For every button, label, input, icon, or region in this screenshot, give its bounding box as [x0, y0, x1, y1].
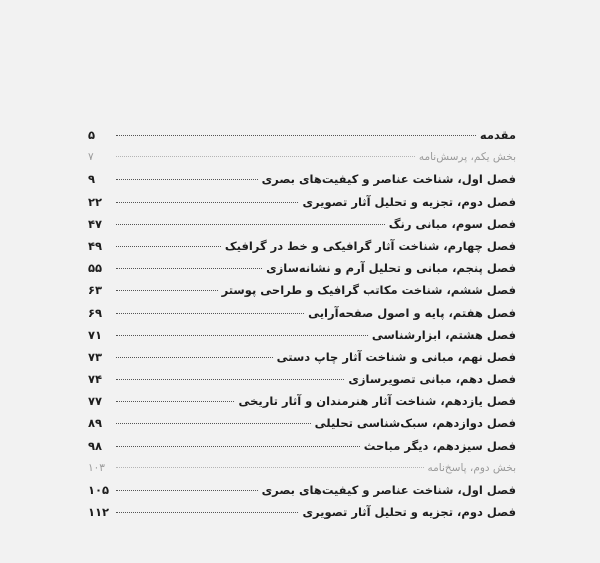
dot-leader	[116, 224, 385, 225]
dot-leader	[116, 490, 258, 491]
dot-leader	[116, 335, 368, 336]
toc-entry-title: فصل هفتم، پایه و اصول صفحه‌آرایی	[308, 305, 516, 320]
toc-entry-title: فصل دوم، تجزیه و تحلیل آثار تصویری	[302, 505, 516, 520]
dot-leader	[116, 290, 218, 291]
toc-page-number: ۶۹	[88, 305, 103, 320]
toc-page-number: ۱۰۳	[88, 461, 105, 474]
toc-entry-title: فصل هشتم، ابزارشناسی	[371, 327, 516, 342]
toc-page-number: ۵	[88, 128, 96, 142]
toc-entry-row	[88, 324, 516, 346]
dot-leader	[116, 179, 258, 180]
dot-leader	[116, 135, 476, 136]
toc-entry-row	[88, 279, 516, 301]
toc-entry-row	[88, 479, 516, 501]
toc-entry-row	[88, 235, 516, 257]
toc-entry-title: فصل اول، شناخت عناصر و کیفیت‌های بصری	[261, 483, 516, 497]
toc-entry-title: فصل ششم، شناخت مکاتب گرافیک و طراحی پوستر	[221, 283, 516, 298]
toc-entry-title: مقدمه	[479, 128, 516, 142]
toc-entry-title: فصل پنجم، مبانی و تحلیل آرم و نشانه‌سازی	[266, 261, 516, 276]
dot-leader	[116, 246, 221, 247]
toc-page-number: ۷۷	[88, 394, 103, 409]
toc-entry-title: فصل نهم، مبانی و شناخت آثار چاپ دستی	[276, 349, 516, 364]
toc-entry-row	[88, 124, 516, 146]
toc-entry-row	[88, 501, 516, 523]
toc-entry-row	[88, 168, 516, 190]
toc-page-number: ۶۳	[88, 283, 103, 298]
dot-leader	[116, 467, 424, 468]
toc-page-number: ۷۳	[88, 349, 103, 364]
toc-entry-title: بخش یکم، پرسش‌نامه	[418, 151, 516, 164]
table-of-contents	[88, 124, 516, 523]
toc-page-number: ۷	[88, 151, 94, 164]
toc-entry-title: فصل دوازدهم، سبک‌شناسی تحلیلی	[314, 416, 516, 431]
toc-entry-title: فصل سیزدهم، دیگر مباحث	[363, 438, 516, 453]
toc-entry-title: فصل دوم، تجزیه و تحلیل آثار تصویری	[302, 194, 516, 209]
dot-leader	[116, 268, 262, 269]
dot-leader	[116, 379, 344, 380]
dot-leader	[116, 446, 360, 447]
toc-page-number: ۷۴	[88, 372, 103, 387]
toc-entry-title: فصل دهم، مبانی تصویرسازی	[348, 372, 516, 387]
toc-page-number: ۴۷	[88, 216, 103, 231]
toc-entry-row	[88, 191, 516, 213]
toc-entry-row	[88, 346, 516, 368]
toc-page-number: ۲۲	[88, 194, 103, 209]
toc-page-number: ۱۰۵	[88, 483, 110, 497]
dot-leader	[116, 512, 298, 513]
toc-entry-title: فصل چهارم، شناخت آثار گرافیکی و خط در گرافیک	[224, 238, 516, 253]
toc-page-number: ۹۸	[88, 438, 103, 453]
toc-section-row	[88, 146, 516, 168]
toc-entry-title: فصل یازدهم، شناخت آثار هنرمندان و آثار تاریخی	[238, 394, 516, 409]
toc-entry-row	[88, 257, 516, 279]
toc-page-number: ۷۱	[88, 327, 103, 342]
dot-leader	[116, 156, 415, 157]
dot-leader	[116, 202, 298, 203]
toc-entry-row	[88, 435, 516, 457]
toc-section-row	[88, 457, 516, 479]
toc-page-number: ۴۹	[88, 238, 103, 253]
toc-entry-row	[88, 412, 516, 434]
toc-entry-row	[88, 302, 516, 324]
toc-entry-title: فصل سوم، مبانی رنگ	[388, 216, 516, 231]
toc-entry-row	[88, 390, 516, 412]
toc-entry-title: بخش دوم، پاسخ‌نامه	[427, 461, 516, 474]
toc-entry-row	[88, 213, 516, 235]
dot-leader	[116, 423, 311, 424]
toc-entry-title: فصل اول، شناخت عناصر و کیفیت‌های بصری	[261, 172, 516, 187]
toc-entry-row	[88, 368, 516, 390]
toc-page-number: ۹	[88, 172, 96, 187]
toc-page-number: ۵۵	[88, 261, 103, 276]
toc-page-number: ۸۹	[88, 416, 103, 431]
dot-leader	[116, 357, 273, 358]
dot-leader	[116, 313, 304, 314]
toc-page-number: ۱۱۲	[88, 505, 110, 520]
dot-leader	[116, 401, 234, 402]
